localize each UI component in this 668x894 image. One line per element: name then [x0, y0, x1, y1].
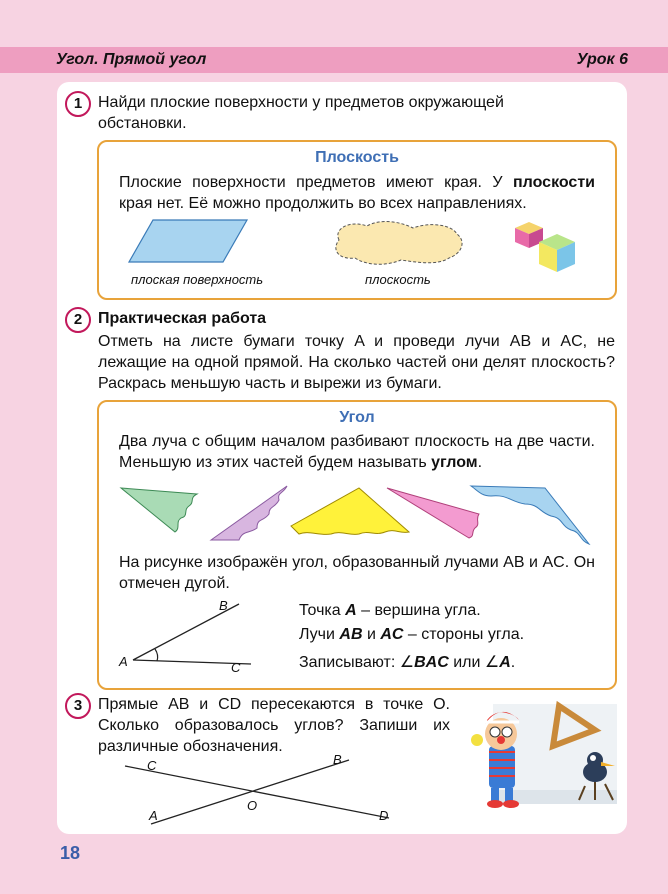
- task-3-text: Прямые AB и CD пересекаются в точке O. Сколько образовалось углов? Запиши их различные обозначения.: [98, 696, 450, 755]
- lines-label-c: C: [147, 758, 157, 773]
- task-2-text: Отметь на листе бумаги точку A и проведи лучи AB и AC, не лежащие на одной прямой. На сколько частей они делят плоскость? Раскрась меньшую часть и вырежи из бумаги.: [98, 333, 615, 392]
- parallelogram-figure: [129, 218, 249, 264]
- angle-info-box: [97, 400, 617, 690]
- angle-definition: Два луча с общим началом разбивают плоскость на две части. Меньшую из этих частей будем называть углом.: [119, 433, 595, 471]
- lines-label-a: A: [149, 808, 158, 823]
- plane-definition: Плоские поверхности предметов имеют края. У плоскости края нет. Её можно продолжить во всех направлениях.: [119, 174, 595, 212]
- rays-text: Лучи AB и AC – стороны угла.: [299, 626, 525, 643]
- plane-info-box: [97, 140, 617, 300]
- task-3-number: 3: [65, 693, 91, 719]
- cubes-icon: [513, 218, 583, 278]
- task-2-number: 2: [65, 307, 91, 333]
- lines-label-o: O: [247, 798, 258, 813]
- page-number: 18: [60, 843, 81, 863]
- vertex-text: Точка A – вершина угла.: [299, 602, 481, 619]
- lilac-angle: [211, 486, 287, 540]
- clown-illustration: [455, 696, 621, 814]
- green-angle: [121, 488, 197, 532]
- angle-label-a: A: [119, 654, 128, 669]
- page-title: Угол. Прямой угол: [56, 51, 207, 68]
- plane-box-title: Плоскость: [315, 149, 399, 166]
- header-bar: [0, 47, 668, 73]
- task-1-number: 1: [65, 91, 91, 117]
- caption-plane: плоскость: [365, 272, 431, 287]
- angle-label-c: C: [231, 660, 241, 675]
- task-1-text: Найди плоские поверхности у предметов окружающей обстановки.: [98, 94, 504, 132]
- lines-label-d: D: [379, 808, 389, 823]
- angle-shapes: [119, 484, 599, 548]
- angle-box-title: Угол: [339, 409, 375, 426]
- content-card: [57, 82, 627, 834]
- angle-figure-text: На рисунке изображён угол, образованный лучами AB и AC. Он отмечен дугой.: [119, 554, 595, 592]
- lines-label-b: B: [333, 752, 342, 767]
- caption-flat-surface: плоская поверхность: [131, 272, 264, 287]
- notation-text: Записывают: ∠BAC или ∠A.: [299, 654, 516, 671]
- blue-angle: [471, 486, 589, 544]
- plane-cloud-figure: [331, 220, 467, 266]
- angle-label-b: B: [219, 598, 228, 613]
- intersecting-lines-figure: [117, 752, 397, 826]
- yellow-angle: [291, 488, 409, 534]
- lesson-label: Урок 6: [576, 51, 628, 68]
- task-2-title: Практическая работа: [98, 310, 267, 327]
